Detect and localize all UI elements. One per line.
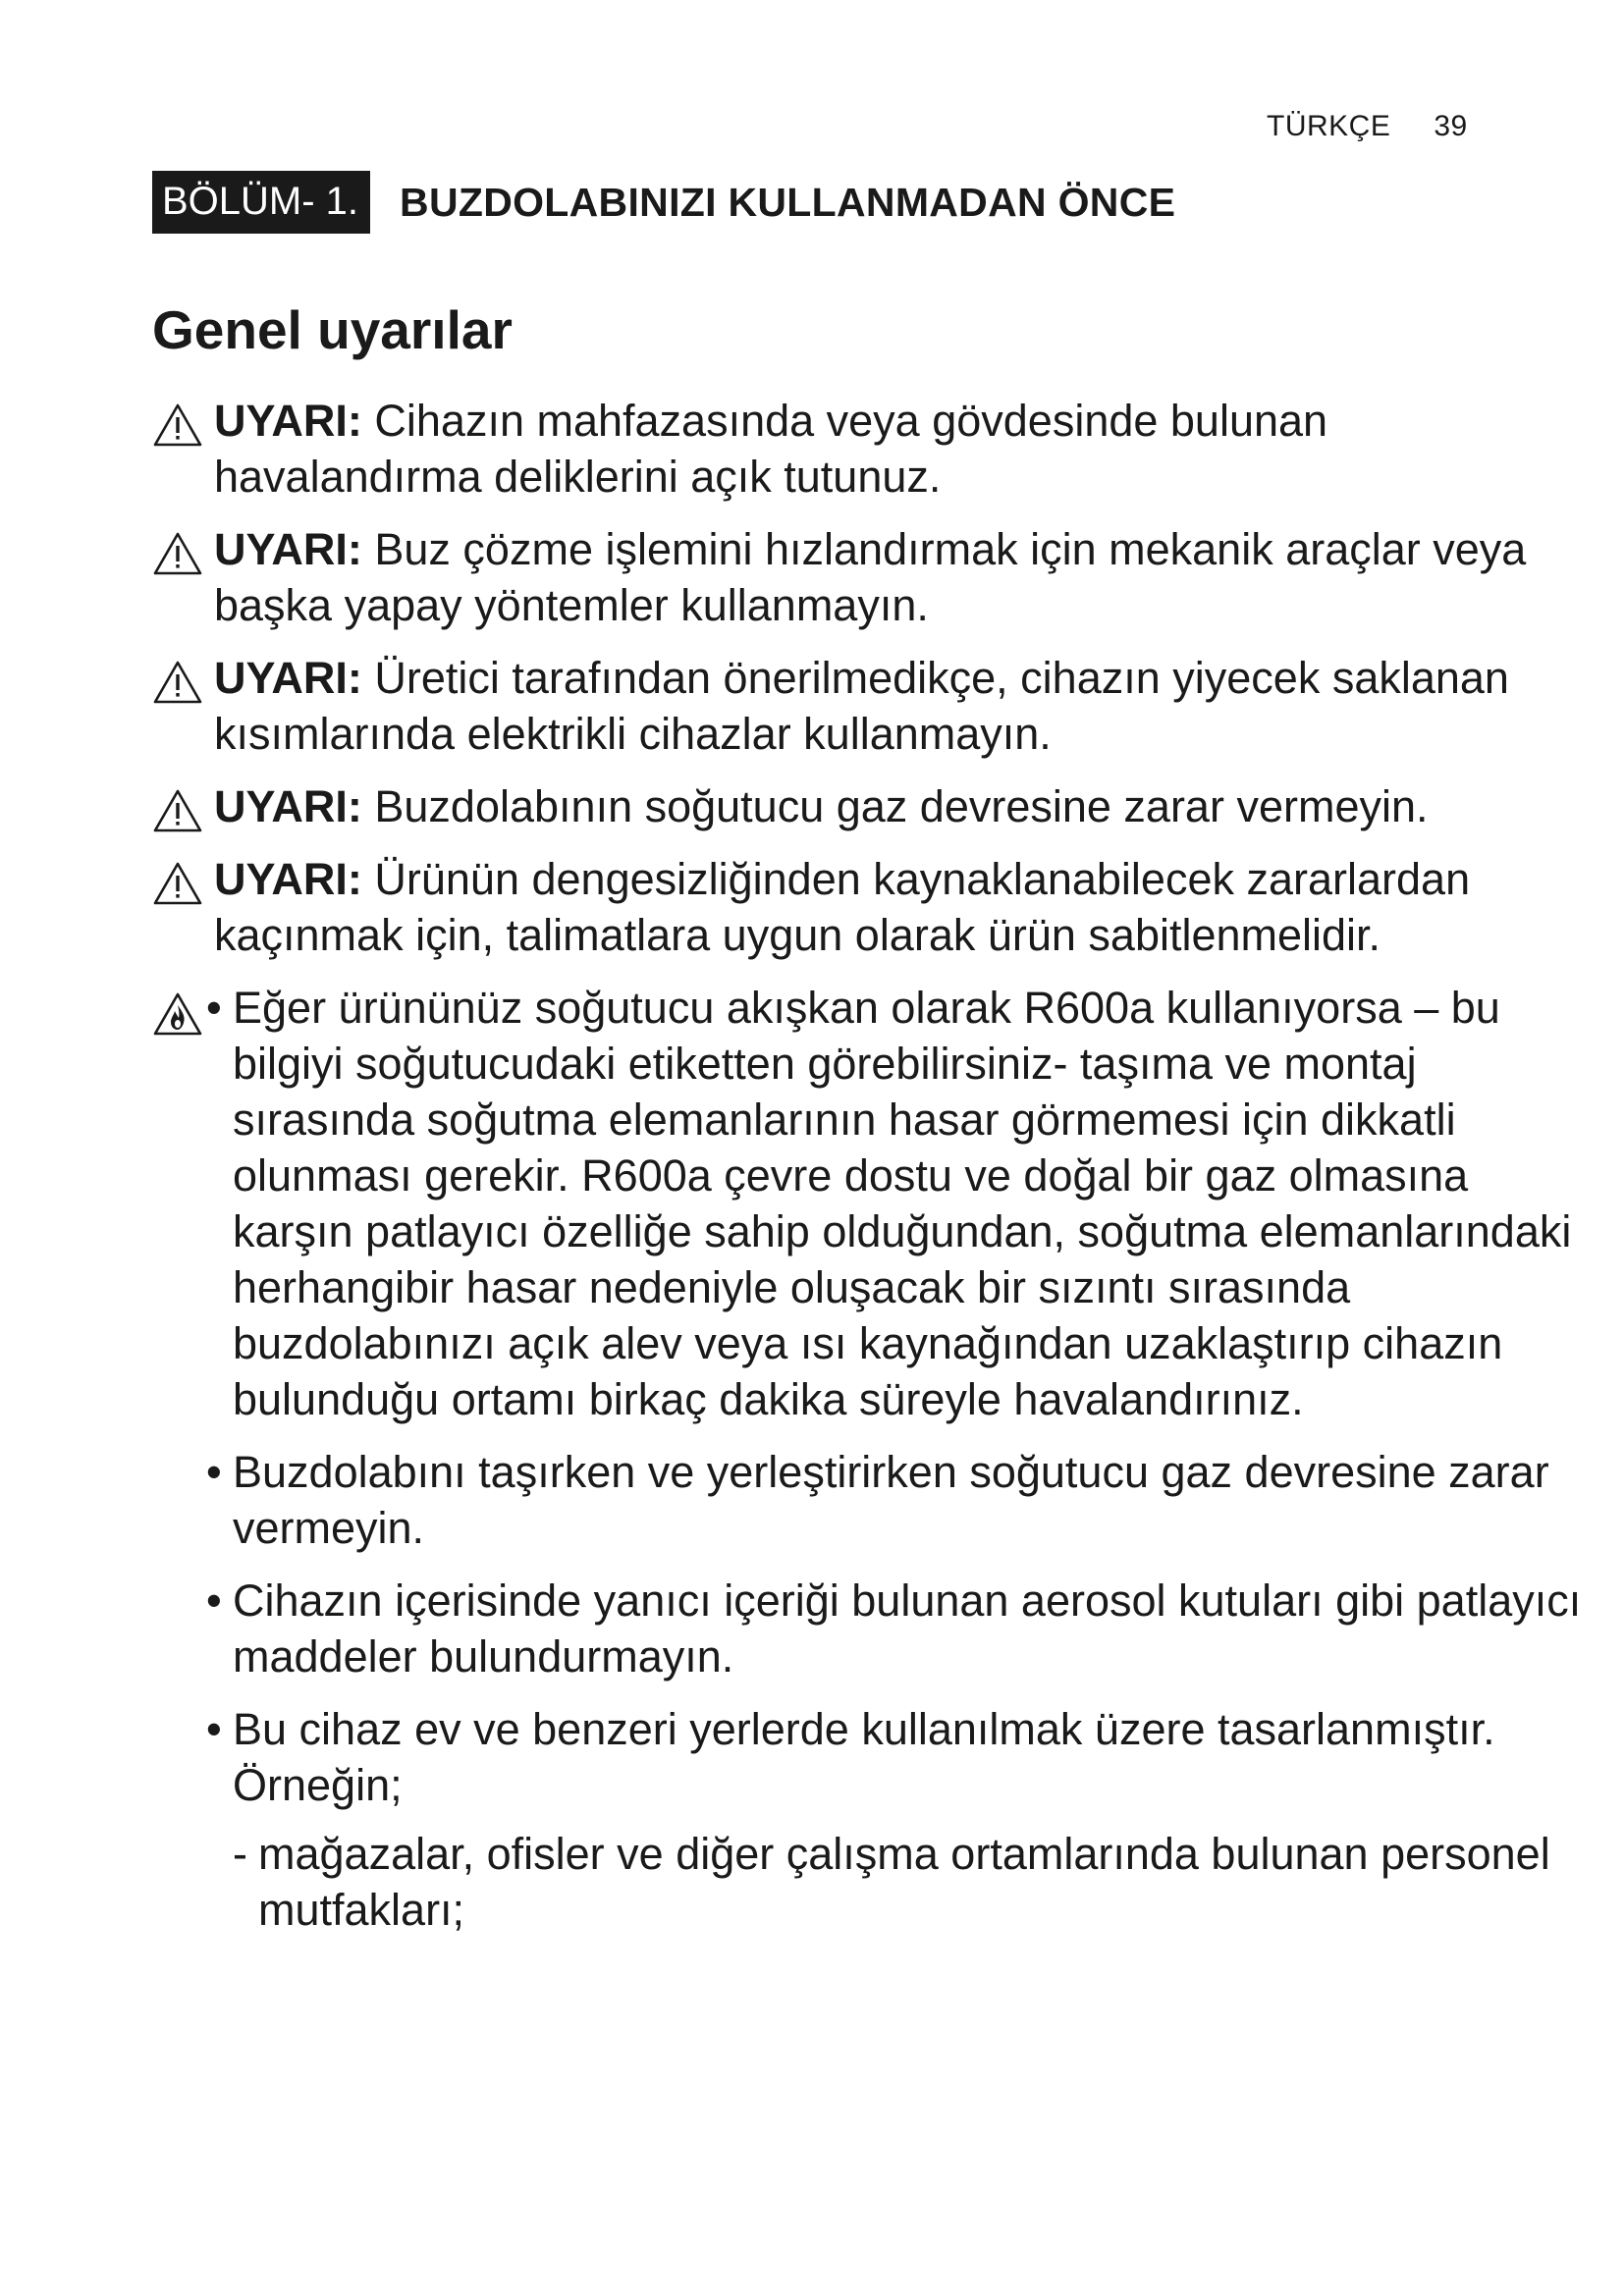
warning-triangle-icon xyxy=(152,861,203,906)
section-badge: BÖLÜM- 1. xyxy=(152,171,370,234)
bullet-item xyxy=(152,1444,1586,1556)
section-heading xyxy=(152,171,1175,234)
sub-list-text: mağazalar, ofisler ve diğer çalışma ortamlarında bulunan personel mutfakları; xyxy=(258,1829,1550,1935)
page-number: 39 xyxy=(1434,110,1468,142)
warning-triangle-icon xyxy=(152,660,203,705)
warning-item xyxy=(152,393,1586,505)
bullet-dot: • xyxy=(206,1447,222,1497)
page-header xyxy=(1267,110,1468,143)
flammable-warning-icon xyxy=(152,991,203,1037)
bullet-item xyxy=(152,1573,1586,1684)
bullet-dot: • xyxy=(206,983,222,1033)
warning-text: Cihazın mahfazasında veya gövdesinde bulunan havalandırma deliklerini açık tutunuz. xyxy=(214,396,1328,502)
bullet-text: Cihazın içerisinde yanıcı içeriği bulunan aerosol kutuları gibi patlayıcı maddeler bulundurmayın. xyxy=(233,1575,1582,1682)
bullet-text: Buzdolabını taşırken ve yerleştirirken soğutucu gaz devresine zarar vermeyin. xyxy=(233,1447,1549,1553)
dash-marker: - xyxy=(233,1829,247,1879)
warning-item xyxy=(152,650,1586,762)
warning-text: Ürünün dengesizliğinden kaynaklanabilecek zararlardan kaçınmak için, talimatlara uygun olarak ürün sabitlenmelidir. xyxy=(214,854,1471,960)
page-title: Genel uyarılar xyxy=(152,299,513,360)
warning-text: Üretici tarafından önerilmedikçe, cihazın yiyecek saklanan kısımlarında elektrikli cihazlar kullanmayın. xyxy=(214,653,1509,759)
warning-triangle-icon xyxy=(152,531,203,576)
warning-item xyxy=(152,521,1586,633)
warning-label: UYARI: xyxy=(214,524,362,574)
sub-list-item xyxy=(152,1826,1586,1938)
warning-text: Buz çözme işlemini hızlandırmak için mekanik araçlar veya başka yapay yöntemler kullanmayın. xyxy=(214,524,1527,630)
warning-text: Buzdolabının soğutucu gaz devresine zarar vermeyin. xyxy=(374,781,1429,831)
bullet-text: Bu cihaz ev ve benzeri yerlerde kullanılmak üzere tasarlanmıştır. Örneğin; xyxy=(233,1704,1495,1810)
flammable-warning-text: Eğer ürününüz soğutucu akışkan olarak R600a kullanıyorsa – bu bilgiyi soğutucudaki etiketten görebilirsiniz- taşıma ve montaj sırasında soğutma elemanlarının hasar görmemesi için dikkatli olunması gerekir. R600a çevre dostu ve doğal bir gaz olmasına karşın patlayıcı özelliğe sahip olduğundan, soğutma elemanlarındaki herhangibir hasar nedeniyle oluşacak bir sızıntı sırasında buzdolabınızı açık alev veya ısı kaynağından uzaklaştırıp cihazın bulunduğu ortamı birkaç dakika süreyle havalandırınız. xyxy=(233,983,1572,1424)
warning-triangle-icon xyxy=(152,402,203,448)
document-body xyxy=(152,393,1586,1938)
warning-label: UYARI: xyxy=(214,396,362,446)
flammable-warning-item xyxy=(152,980,1586,1427)
bullet-dot: • xyxy=(206,1704,222,1754)
warning-triangle-icon xyxy=(152,788,203,833)
warning-label: UYARI: xyxy=(214,854,362,904)
bullet-dot: • xyxy=(206,1575,222,1626)
warning-label: UYARI: xyxy=(214,781,362,831)
section-title: BUZDOLABINIZI KULLANMADAN ÖNCE xyxy=(400,179,1176,225)
warning-label: UYARI: xyxy=(214,653,362,703)
language-label: TÜRKÇE xyxy=(1267,110,1391,142)
warning-item xyxy=(152,778,1586,834)
bullet-item xyxy=(152,1701,1586,1813)
warning-item xyxy=(152,851,1586,963)
